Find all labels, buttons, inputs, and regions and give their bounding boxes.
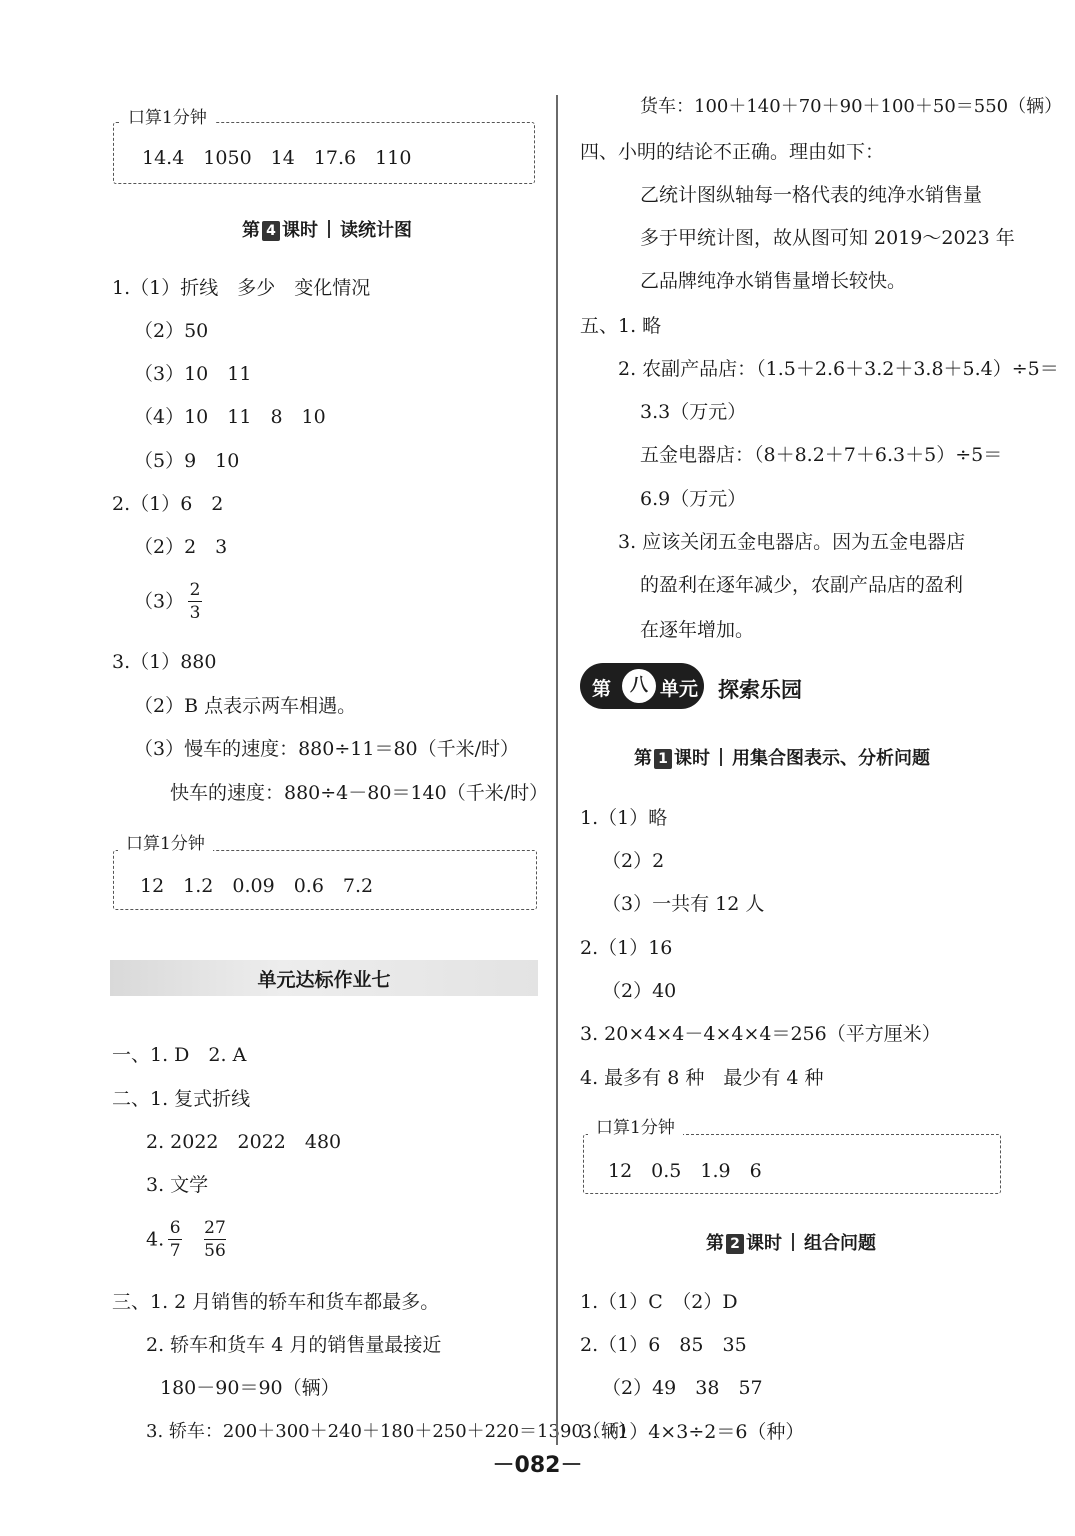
- fraction-bar: [188, 601, 202, 602]
- answer-line: 6.9（万元）: [640, 488, 747, 510]
- fraction: [168, 1218, 182, 1261]
- fraction-prefix: 4.: [146, 1228, 165, 1251]
- unit-pre: 第: [592, 678, 612, 700]
- answer-line: 4. 最多有 8 种 最少有 4 种: [580, 1067, 824, 1089]
- answer-line: （2）2: [602, 850, 665, 872]
- answer-line: 五金电器店：（8＋8.2＋7＋6.3＋5）÷5＝: [640, 444, 1003, 466]
- lesson-post: 课时: [674, 748, 710, 769]
- answer-line: 2.（1）6 2: [112, 493, 224, 515]
- lesson-title: 用集合图表示、分析问题: [732, 748, 930, 769]
- lesson-number: 2: [726, 1234, 744, 1254]
- kousuan-values-2: 12 1.2 0.09 0.6 7.2: [140, 875, 374, 897]
- answer-line: 3.3（万元）: [640, 401, 747, 423]
- answer-line: 3.（1）880: [112, 651, 217, 673]
- answer-line: 在逐年增加。: [640, 619, 755, 641]
- answer-line: （2）40: [602, 980, 677, 1002]
- answer-line: 2.（1）6 85 35: [580, 1334, 747, 1356]
- answer-line: （2）B 点表示两车相遇。: [134, 695, 357, 717]
- fraction: [204, 1218, 226, 1261]
- answer-line: 二、1. 复式折线: [112, 1088, 251, 1110]
- answer-line: 多于甲统计图，故从图可知 2019～2023 年: [640, 227, 1015, 249]
- lesson-pre: 第: [242, 220, 260, 241]
- unit-test-band: [110, 960, 538, 996]
- unit-number: 八: [622, 669, 656, 703]
- unit-post: 单元: [660, 678, 699, 700]
- answer-line: 3. 20×4×4－4×4×4＝256（平方厘米）: [580, 1023, 941, 1045]
- lesson-pre: 第: [706, 1233, 724, 1254]
- fraction-bar: [168, 1239, 182, 1240]
- answer-line: 一、1. D 2. A: [112, 1044, 247, 1066]
- fraction: [188, 580, 202, 623]
- answer-line: 3. 应该关闭五金电器店。因为五金电器店: [618, 531, 966, 553]
- answer-line: （5）9 10: [134, 450, 240, 472]
- lesson-title: 读统计图: [340, 220, 412, 241]
- lesson-4-heading: [242, 218, 412, 244]
- kousuan-title-1: 口算1分钟: [120, 107, 215, 129]
- answer-line: 乙品牌纯净水销售量增长较快。: [640, 270, 907, 292]
- column-divider: [556, 95, 558, 1445]
- answer-fraction-line: [146, 1218, 230, 1261]
- unit-title: 探索乐园: [718, 678, 802, 702]
- lesson-title: 组合问题: [804, 1233, 876, 1254]
- numerator: 2: [189, 580, 201, 600]
- answer-line: （3）慢车的速度：880÷11＝80（千米/时）: [134, 738, 520, 760]
- kousuan-values-3: 12 0.5 1.9 6: [608, 1160, 762, 1182]
- fraction-bar: [204, 1239, 226, 1240]
- numerator: 27: [204, 1218, 226, 1238]
- divider-bar: [720, 748, 722, 766]
- answer-line: 2. 2022 2022 480: [146, 1131, 342, 1153]
- answer-line: （3）一共有 12 人: [602, 893, 765, 915]
- answer-line: 的盈利在逐年减少，农副产品店的盈利: [640, 574, 964, 596]
- answer-line: 2. 农副产品店：（1.5＋2.6＋3.2＋3.8＋5.4）÷5＝: [618, 358, 1059, 380]
- answer-fraction-line: [134, 580, 206, 623]
- answer-line: 乙统计图纵轴每一格代表的纯净水销售量: [640, 184, 983, 206]
- kousuan-title-2: 口算1分钟: [118, 833, 213, 855]
- answer-line: （2）49 38 57: [602, 1377, 763, 1399]
- answer-line: （2）50: [134, 320, 209, 342]
- lesson-1-heading: [634, 746, 930, 772]
- kousuan-title-3: 口算1分钟: [588, 1117, 683, 1139]
- answer-line: （2）2 3: [134, 536, 228, 558]
- lesson-pre: 第: [634, 748, 652, 769]
- fraction-prefix: （3）: [134, 590, 185, 613]
- numerator: 6: [169, 1218, 181, 1238]
- answer-line: 快车的速度：880÷4－80＝140（千米/时）: [170, 782, 549, 804]
- unit-test-title: 单元达标作业七: [257, 969, 391, 991]
- answer-line: 3.（1）4×3÷2＝6（种）: [580, 1421, 805, 1443]
- answer-line: 三、1. 2 月销售的轿车和货车都最多。: [112, 1291, 440, 1313]
- lesson-number: 4: [262, 221, 280, 241]
- answer-line: 1.（1）折线 多少 变化情况: [112, 277, 371, 299]
- answer-line: 3. 文学: [146, 1174, 209, 1196]
- denominator: 3: [189, 603, 201, 623]
- unit-badge: [580, 663, 704, 709]
- denominator: 56: [204, 1241, 226, 1261]
- lesson-post: 课时: [282, 220, 318, 241]
- lesson-number: 1: [654, 749, 672, 769]
- answer-line: 2.（1）16: [580, 937, 673, 959]
- answer-line: 四、小明的结论不正确。理由如下：: [580, 141, 885, 163]
- answer-line: 1.（1）略: [580, 807, 668, 829]
- lesson-2-heading: [706, 1231, 876, 1257]
- divider-bar: [792, 1233, 794, 1251]
- answer-line: （4）10 11 8 10: [134, 406, 326, 428]
- answer-line: 五、1. 略: [580, 315, 662, 337]
- answer-line: 2. 轿车和货车 4 月的销售量最接近: [146, 1334, 442, 1356]
- denominator: 7: [169, 1241, 181, 1261]
- page-number: －082－: [492, 1453, 583, 1478]
- answer-line: 货车：100＋140＋70＋90＋100＋50＝550（辆）: [640, 96, 1063, 117]
- answer-line: 1.（1）C （2）D: [580, 1291, 738, 1313]
- answer-line: （3）10 11: [134, 363, 252, 385]
- lesson-post: 课时: [746, 1233, 782, 1254]
- answer-line: 3. 轿车：200＋300＋240＋180＋250＋220＝1390（辆）: [146, 1421, 637, 1442]
- answer-line: 180－90＝90（辆）: [160, 1377, 340, 1399]
- divider-bar: [328, 220, 330, 238]
- kousuan-values-1: 14.4 1050 14 17.6 110: [142, 147, 412, 169]
